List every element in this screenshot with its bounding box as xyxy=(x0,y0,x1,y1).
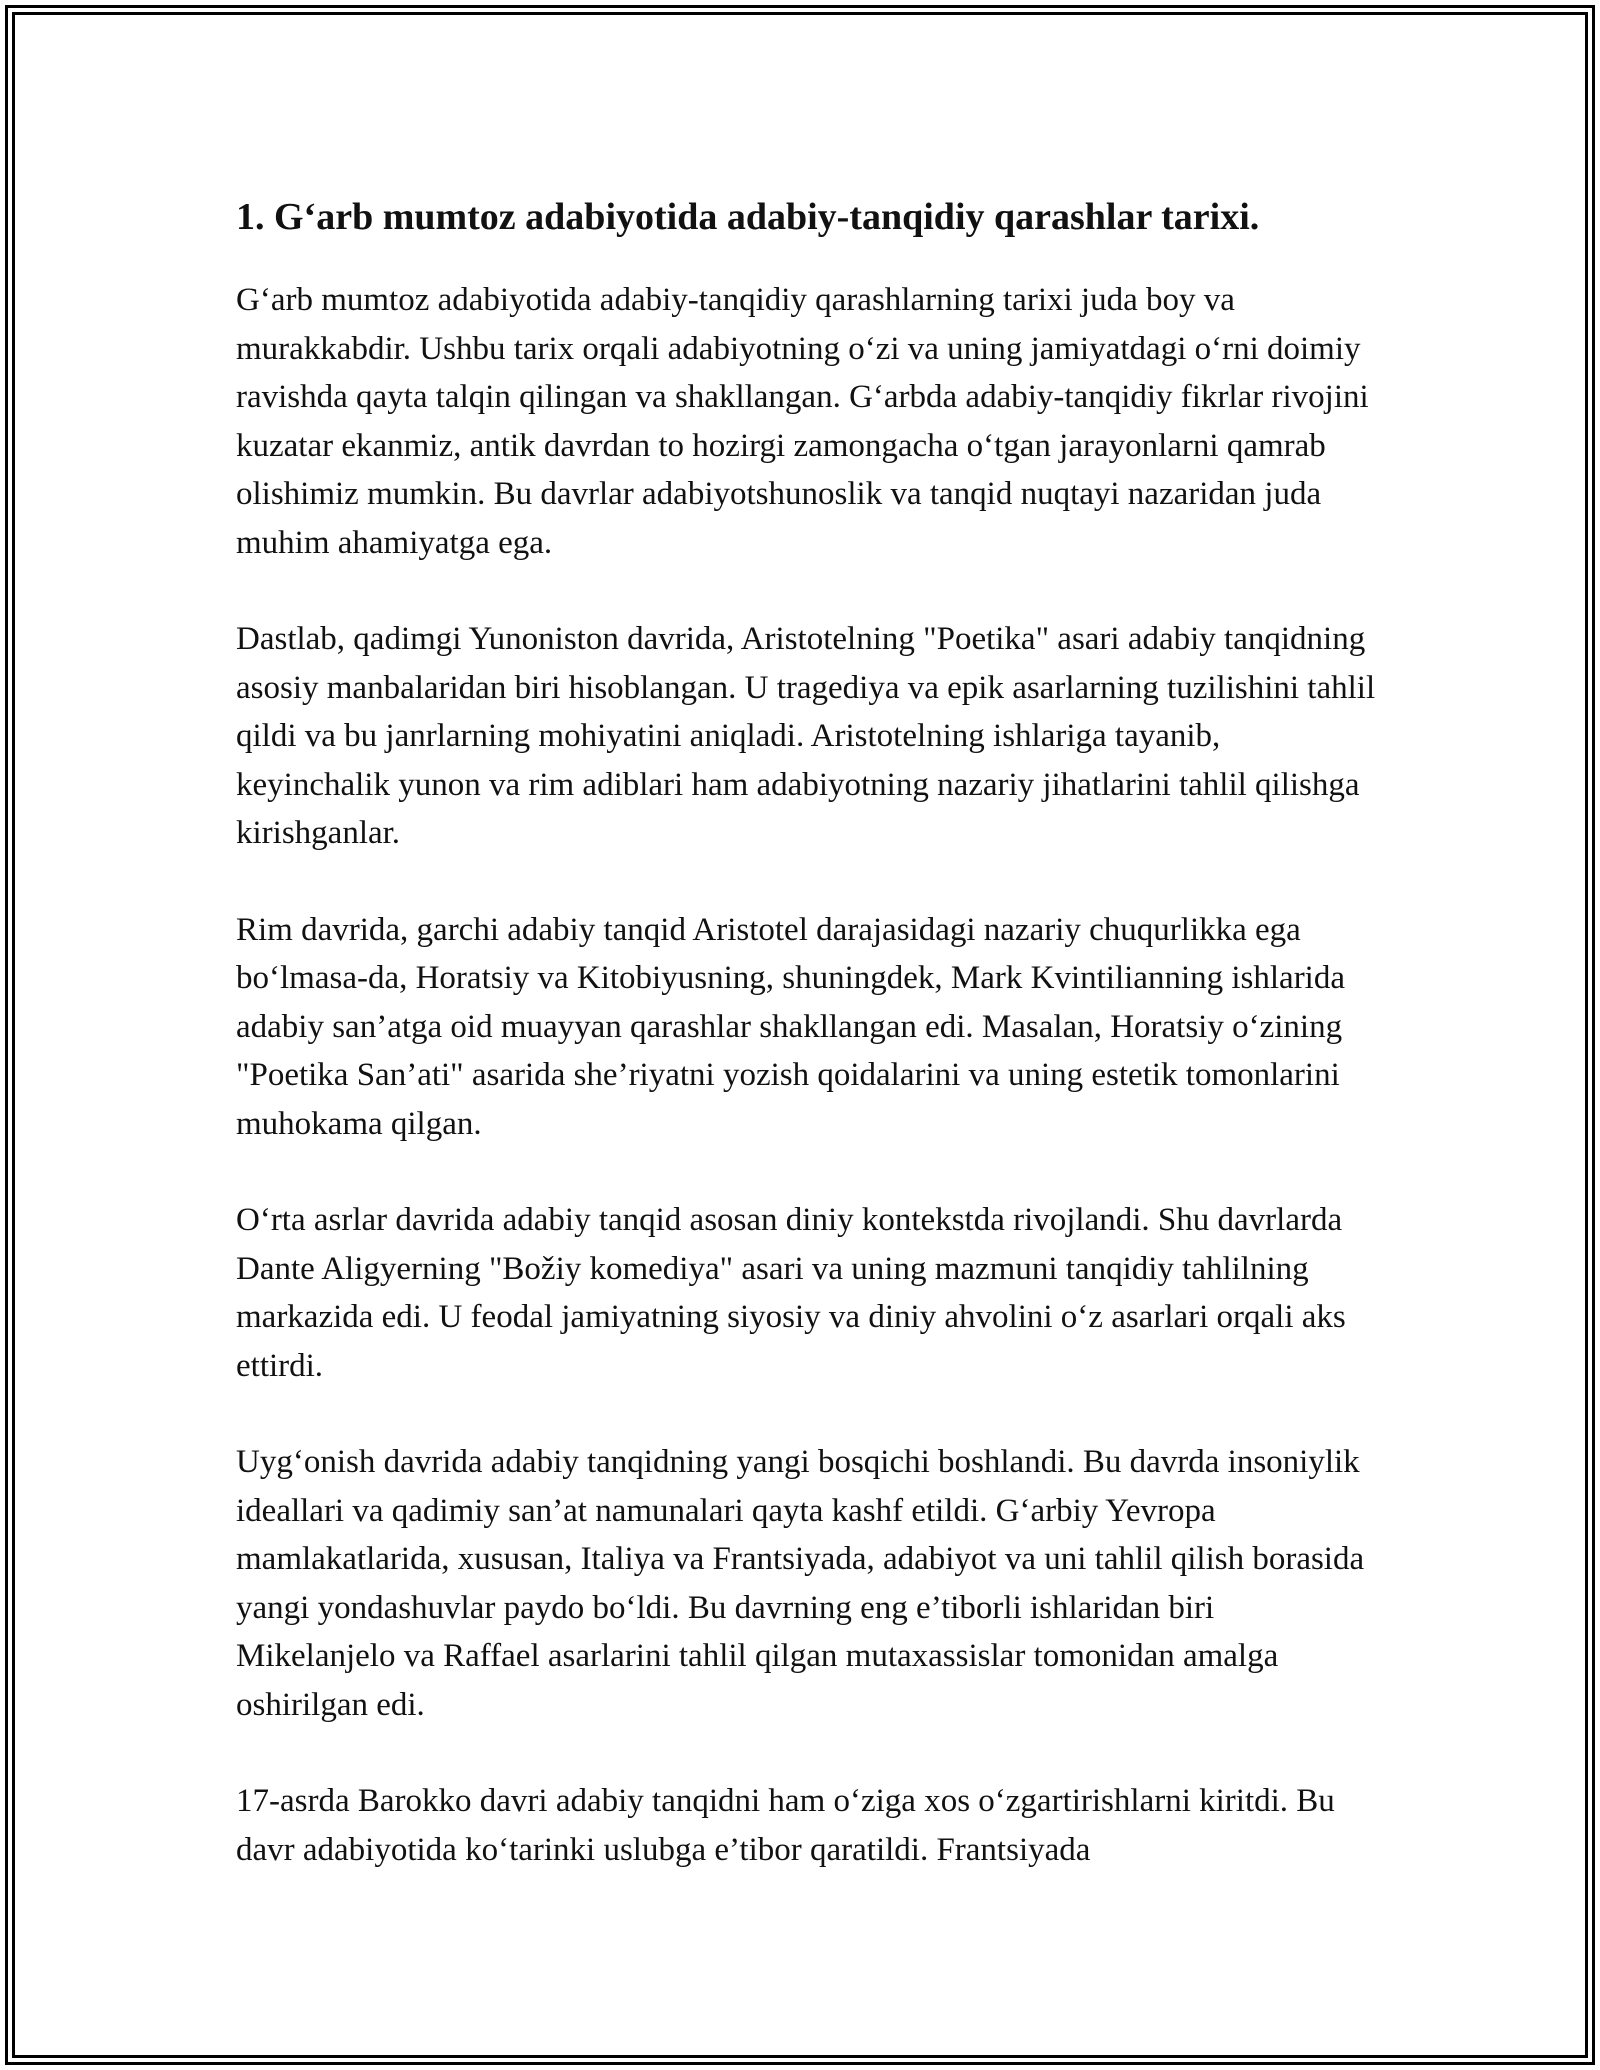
paragraph-baroque: 17-asrda Barokko davri adabiy tanqidni ham o‘ziga xos o‘zgartirishlarni kiritdi. Bu davr adabiyotida ko‘tarinki uslubga e’tibor qaratildi. Frantsiyada xyxy=(236,1783,1335,1868)
paragraph-intro: G‘arb mumtoz adabiyotida adabiy-tanqidiy qarashlarning tarixi juda boy va murakkabdir. Ushbu tarix orqali adabiyotning o‘zi va uning jamiyatdagi o‘rni doimiy ravishda qayta talqin qilingan va shakllangan. G‘arbda adabiy-tanqidiy fikrlar rivojini kuzatar ekanmiz, antik davrdan to hozirgi zamongacha o‘tgan jarayonlarni qamrab olishimiz mumkin. Bu davrlar adabiyotshunoslik va tanqid nuqtayi nazaridan juda muhim ahamiyatga ega. xyxy=(236,282,1369,561)
paragraph-rome: Rim davrida, garchi adabiy tanqid Aristotel darajasidagi nazariy chuqurlikka ega bo‘lmasa-da, Horatsiy va Kitobiyusning, shuningdek, Mark Kvintilianning ishlarida adabiy san’atga oid muayyan qarashlar shakllangan edi. Masalan, Horatsiy o‘zining "Poetika San’ati" asarida she’riyatni yozish qoidalarini va uning estetik tomonlarini muhokama qilgan. xyxy=(236,911,1345,1142)
paragraph-ancient-greece: Dastlab, qadimgi Yunoniston davrida, Aristotelning "Poetika" asari adabiy tanqidning asosiy manbalaridan biri hisoblangan. U tragediya va epik asarlarning tuzilishini tahlil qildi va bu janrlarning mohiyatini aniqladi. Aristotelning ishlariga tayanib, keyinchalik yunon va rim adiblari ham adabiyotning nazariy jihatlarini tahlil qilishga kirishganlar. xyxy=(236,621,1376,851)
section-heading: 1. G‘arb mumtoz adabiyotida adabiy-tanqidiy qarashlar tarixi. xyxy=(236,196,1260,238)
paragraph-middle-ages: O‘rta asrlar davrida adabiy tanqid asosan diniy kontekstda rivojlandi. Shu davrlarda Dante Aligyerning "Božiy komediya" asari va uning mazmuni tanqidiy tahlilning markazida edi. U feodal jamiyatning siyosiy va diniy ahvolini o‘z asarlari orqali aks ettirdi. xyxy=(236,1202,1346,1384)
document-body xyxy=(236,186,1376,1922)
paragraph-renaissance: Uyg‘onish davrida adabiy tanqidning yangi bosqichi boshlandi. Bu davrda insoniylik ideallari va qadimiy san’at namunalari qayta kashf etildi. G‘arbiy Yevropa mamlakatlarida, xususan, Italiya va Frantsiyada, adabiyot va uni tahlil qilish borasida yangi yondashuvlar paydo bo‘ldi. Bu davrning eng e’tiborli ishlaridan biri Mikelanjelo va Raffael asarlarini tahlil qilgan mutaxassislar tomonidan amalga oshirilgan edi. xyxy=(236,1444,1365,1723)
